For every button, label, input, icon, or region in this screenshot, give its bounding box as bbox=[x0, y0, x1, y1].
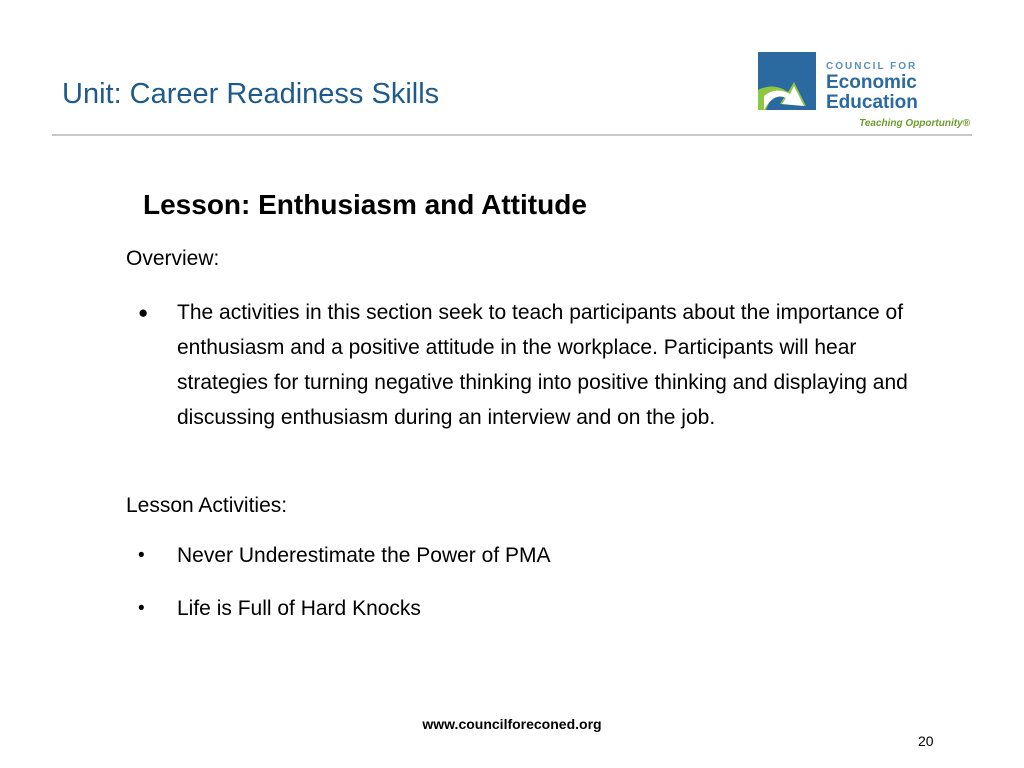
lesson-title: Lesson: Enthusiasm and Attitude bbox=[143, 189, 587, 220]
overview-label: Overview: bbox=[126, 247, 220, 270]
bullet: • bbox=[138, 598, 145, 619]
bullet: • bbox=[138, 545, 145, 566]
logo-economic: Economic bbox=[826, 72, 917, 93]
logo-education: Education bbox=[826, 92, 918, 113]
logo-council-for: COUNCIL FOR bbox=[826, 61, 918, 72]
arrow-up-right-icon bbox=[758, 52, 816, 110]
logo-tagline: Teaching Opportunity® bbox=[859, 118, 970, 129]
activity-label: Never Underestimate the Power of PMA bbox=[177, 544, 551, 567]
overview-bullet: ● bbox=[138, 303, 149, 322]
overview-text: The activities in this section seek to teach participants about the importance of enthusiasm and a positive attitude in the workplace. Participants will hear strategies for turning negative thinking into positive thinking and displaying and discussing enthusiasm during an interview and on the job. bbox=[177, 301, 908, 429]
page-number: 20 bbox=[918, 733, 934, 749]
unit-title: Unit: Career Readiness Skills bbox=[62, 78, 440, 110]
council-logo bbox=[758, 52, 974, 136]
activity-label: Life is Full of Hard Knocks bbox=[177, 597, 421, 620]
activities-label: Lesson Activities: bbox=[126, 494, 288, 517]
footer-url: www.councilforeconed.org bbox=[422, 716, 602, 732]
header-divider bbox=[52, 134, 972, 136]
